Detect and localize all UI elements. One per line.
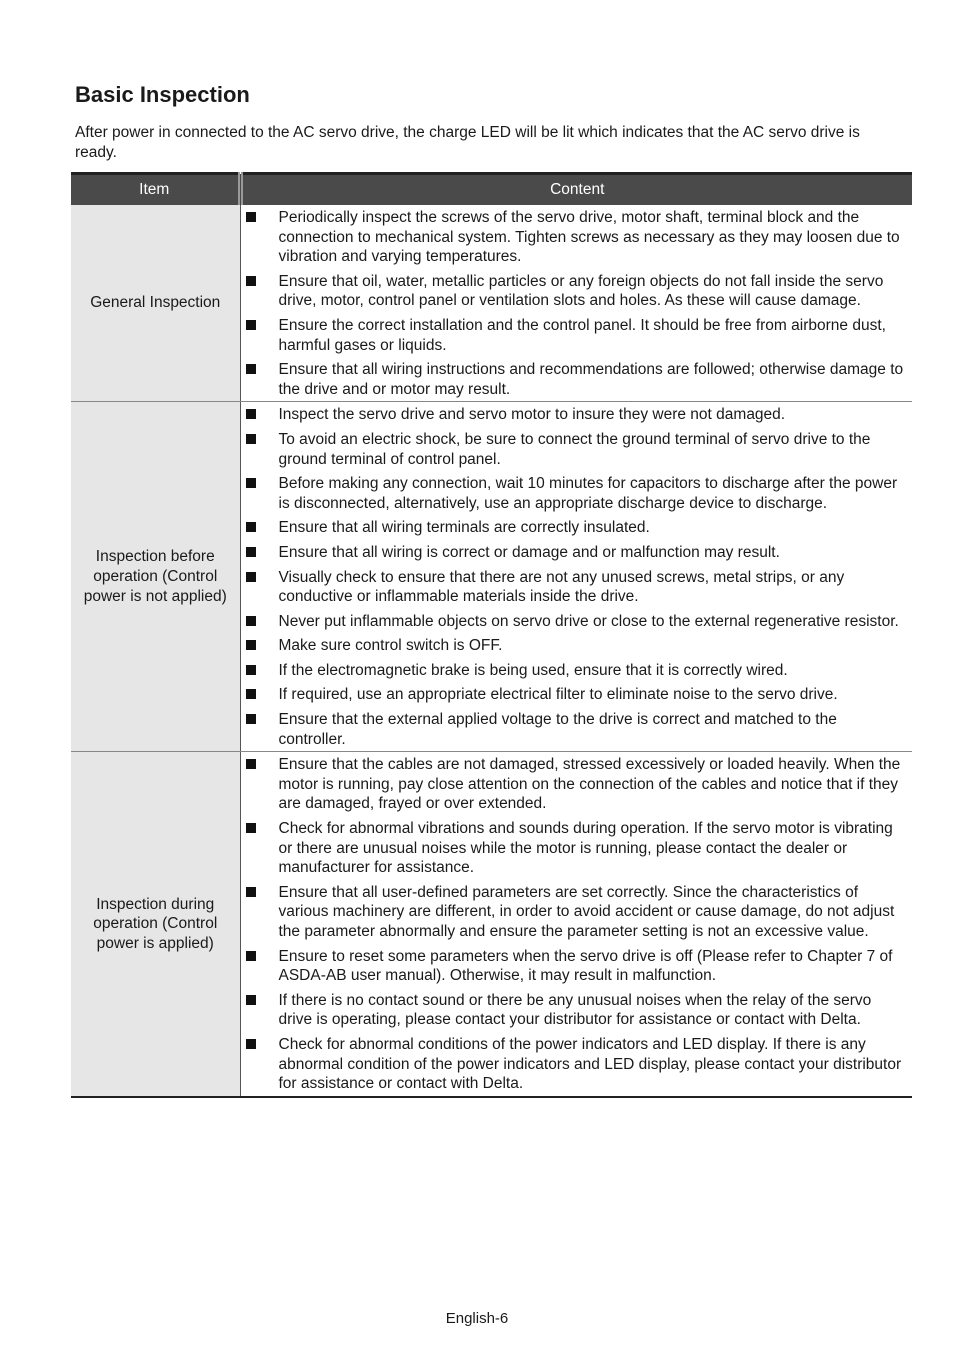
inspection-table	[71, 172, 912, 1098]
square-bullet-icon	[246, 665, 256, 675]
square-bullet-icon	[246, 823, 256, 833]
square-bullet-icon	[246, 572, 256, 582]
content-cell	[240, 402, 912, 752]
item-cell: General Inspection	[71, 205, 240, 402]
table-row	[71, 205, 912, 402]
square-bullet-icon	[246, 320, 256, 330]
content-cell	[240, 752, 912, 1097]
bullet-text: Ensure that all wiring terminals are correctly insulated.	[278, 519, 650, 537]
bullet-list	[241, 755, 909, 1094]
list-item	[241, 208, 909, 267]
bullet-text: Periodically inspect the screws of the servo drive, motor shaft, terminal block and the connection to mechanical system. Tighten screws as necessary as they may loosen due to vibration and varying temperatures.	[278, 209, 900, 266]
bullet-text: To avoid an electric shock, be sure to connect the ground terminal of servo drive to the ground terminal of control panel.	[278, 430, 871, 468]
square-bullet-icon	[246, 689, 256, 699]
list-item	[241, 568, 909, 607]
square-bullet-icon	[246, 714, 256, 724]
list-item	[241, 710, 909, 749]
square-bullet-icon	[246, 522, 256, 532]
list-item	[241, 819, 909, 878]
bullet-list	[241, 208, 909, 399]
square-bullet-icon	[246, 951, 256, 961]
item-cell: Inspection during operation (Control power is applied)	[71, 752, 240, 1097]
bullet-text: Check for abnormal conditions of the power indicators and LED display. If there is any abnormal condition of the power indicators and LED display, please contact your distributor for assistance or contact with Delta.	[278, 1035, 902, 1093]
square-bullet-icon	[246, 759, 256, 769]
list-item	[241, 405, 909, 425]
bullet-text: Ensure to reset some parameters when the servo drive is off (Please refer to Chapter 7 of ASDA-AB user manual). Otherwise, it may result in malfunction.	[278, 947, 893, 985]
list-item	[241, 543, 909, 563]
list-item	[241, 755, 909, 814]
square-bullet-icon	[246, 547, 256, 557]
square-bullet-icon	[246, 887, 256, 897]
bullet-text: Inspect the servo drive and servo motor to insure they were not damaged.	[278, 406, 786, 424]
bullet-text: Before making any connection, wait 10 minutes for capacitors to discharge after the power is disconnected, alternatively, use an appropriate discharge device to discharge.	[278, 475, 898, 512]
square-bullet-icon	[246, 616, 256, 626]
intro-paragraph: After power in connected to the AC servo drive, the charge LED will be lit which indicates that the AC servo drive is ready.	[75, 124, 860, 161]
page-title: Basic Inspection	[75, 82, 250, 107]
square-bullet-icon	[246, 409, 256, 419]
bullet-text: Ensure that the cables are not damaged, stressed excessively or loaded heavily. When the motor is running, pay close attention on the connection of the cables and notice that if they are damaged, frayed or over extended.	[278, 756, 901, 813]
list-item	[241, 883, 909, 942]
bullet-text: Ensure that all wiring is correct or damage and or malfunction may result.	[278, 543, 780, 561]
header-item: Item	[71, 174, 240, 206]
list-item	[241, 430, 909, 469]
list-item	[241, 1035, 909, 1094]
list-item	[241, 636, 909, 656]
bullet-list	[241, 405, 909, 749]
square-bullet-icon	[246, 212, 256, 222]
table-row	[71, 752, 912, 1097]
list-item	[241, 474, 909, 513]
table-row	[71, 402, 912, 752]
table-body	[71, 205, 912, 1097]
content-cell	[240, 205, 912, 402]
list-item	[241, 685, 909, 705]
square-bullet-icon	[246, 1039, 256, 1049]
bullet-text: Ensure that all wiring instructions and recommendations are followed; otherwise damage to the drive and or motor may result.	[278, 361, 904, 398]
header-content: Content	[240, 174, 912, 206]
list-item	[241, 661, 909, 681]
bullet-text: Visually check to ensure that there are not any unused screws, metal strips, or any conductive or inflammable materials inside the drive.	[278, 568, 845, 606]
list-item	[241, 360, 909, 399]
bullet-text: Ensure that oil, water, metallic particles or any foreign objects do not fall inside the servo drive, motor, control panel or ventilation slots and holes. As these will cause damage.	[278, 272, 884, 310]
square-bullet-icon	[246, 478, 256, 488]
page-footer: English-6	[445, 1310, 509, 1327]
bullet-text: Ensure that the external applied voltage to the drive is correct and matched to the controller.	[278, 711, 837, 748]
bullet-text: Ensure that all user-defined parameters are set correctly. Since the characteristics of various machinery are different, in order to avoid accident or cause damage, do not adjust the parameter abnormally and ensure the parameter setting is not an excessive value.	[278, 883, 895, 940]
bullet-text: Check for abnormal vibrations and sounds during operation. If the servo motor is vibrating or there are unusual noises while the motor is running, please contact the dealer or manufacturer for assistance.	[278, 820, 893, 877]
bullet-text: Ensure the correct installation and the control panel. It should be free from airborne dust, harmful gases or liquids.	[278, 316, 886, 354]
list-item	[241, 518, 909, 538]
bullet-text: If required, use an appropriate electrical filter to eliminate noise to the servo drive.	[278, 686, 838, 704]
list-item	[241, 612, 909, 632]
square-bullet-icon	[246, 434, 256, 444]
square-bullet-icon	[246, 640, 256, 650]
list-item	[241, 316, 909, 355]
bullet-text: If there is no contact sound or there be any unusual noises when the relay of the servo drive is operating, please contact your distributor for assistance or contact with Delta.	[278, 991, 872, 1029]
bullet-text: Make sure control switch is OFF.	[278, 637, 503, 655]
list-item	[241, 991, 909, 1030]
square-bullet-icon	[246, 995, 256, 1005]
bullet-text: If the electromagnetic brake is being used, ensure that it is correctly wired.	[278, 661, 788, 679]
bullet-text: Never put inflammable objects on servo drive or close to the external regenerative resistor.	[278, 612, 899, 630]
square-bullet-icon	[246, 276, 256, 286]
item-cell: Inspection before operation (Control power is not applied)	[71, 402, 240, 752]
list-item	[241, 947, 909, 986]
list-item	[241, 272, 909, 311]
table-header-row	[71, 174, 912, 206]
square-bullet-icon	[246, 364, 256, 374]
